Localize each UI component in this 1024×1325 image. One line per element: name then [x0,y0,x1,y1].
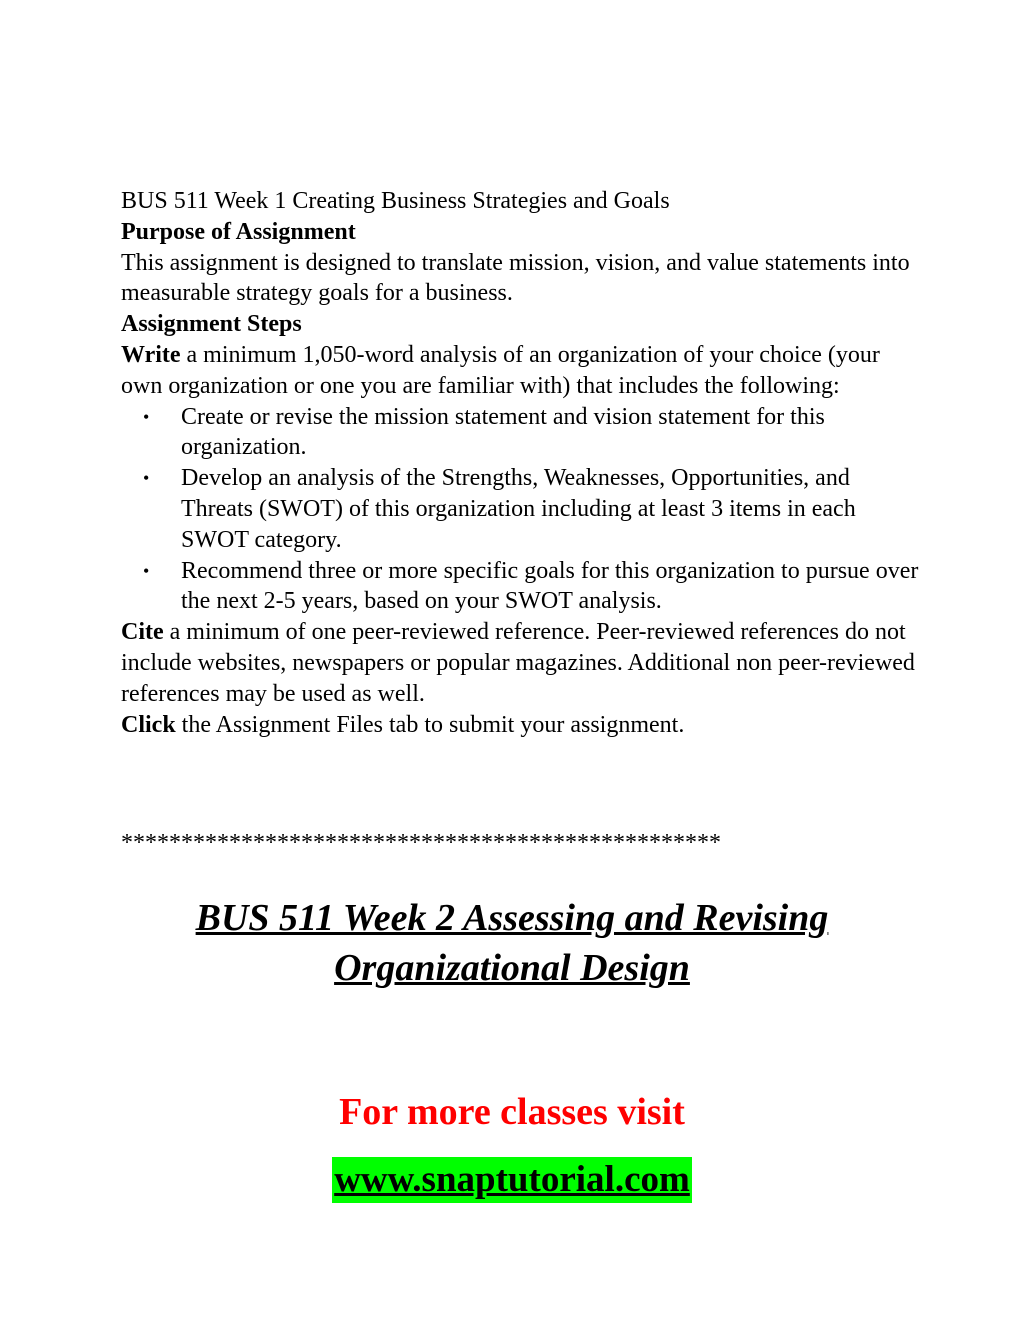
click-paragraph [121,710,921,741]
bullet-icon: • [143,406,150,427]
cite-paragraph [121,617,921,709]
bullet-icon: • [143,560,150,581]
list-item-text: Recommend three or more specific goals for this organization to pursue over the next 2-5 years, based on your SWOT analysis. [181,557,919,615]
list-item [143,463,921,555]
list-item-text: Develop an analysis of the Strengths, Weaknesses, Opportunities, and Threats (SWOT) of this organization including at least 3 items in each SWOT category. [181,465,856,553]
bullet-icon: • [143,468,150,489]
separator-line: ************************************************** [121,830,721,856]
week2-title-line1: BUS 511 Week 2 Assessing and Revising [195,897,829,939]
click-label: Click [121,711,176,738]
write-label: Write [121,341,181,368]
cite-label: Cite [121,619,164,646]
list-item-text: Create or revise the mission statement and vision statement for this organization. [181,403,825,461]
promo-url-link[interactable]: www.snaptutorial.com [332,1157,692,1203]
steps-list [121,402,921,618]
purpose-heading: Purpose of Assignment [121,218,356,245]
list-item [143,402,921,464]
week2-title-line2: Organizational Design [334,947,690,989]
week1-section [121,186,921,740]
list-item [143,556,921,618]
write-paragraph [121,340,921,402]
purpose-text: This assignment is designed to translate mission, vision, and value statements into measurable strategy goals for a business. [121,249,910,307]
steps-heading: Assignment Steps [121,311,302,338]
cite-text: a minimum of one peer-reviewed reference. Peer-reviewed references do not include websites, newspapers or popular magazines. Additional non peer-reviewed references may be used as well. [121,619,915,707]
promo-url-container [0,1157,1024,1203]
week1-title: BUS 511 Week 1 Creating Business Strategies and Goals [121,188,670,214]
week2-title [0,893,1024,993]
click-text: the Assignment Files tab to submit your assignment. [175,711,685,738]
write-text: a minimum 1,050-word analysis of an organization of your choice (your own organization or one you are familiar with) that includes the following: [121,341,880,399]
promo-visit-text: For more classes visit [339,1091,685,1133]
